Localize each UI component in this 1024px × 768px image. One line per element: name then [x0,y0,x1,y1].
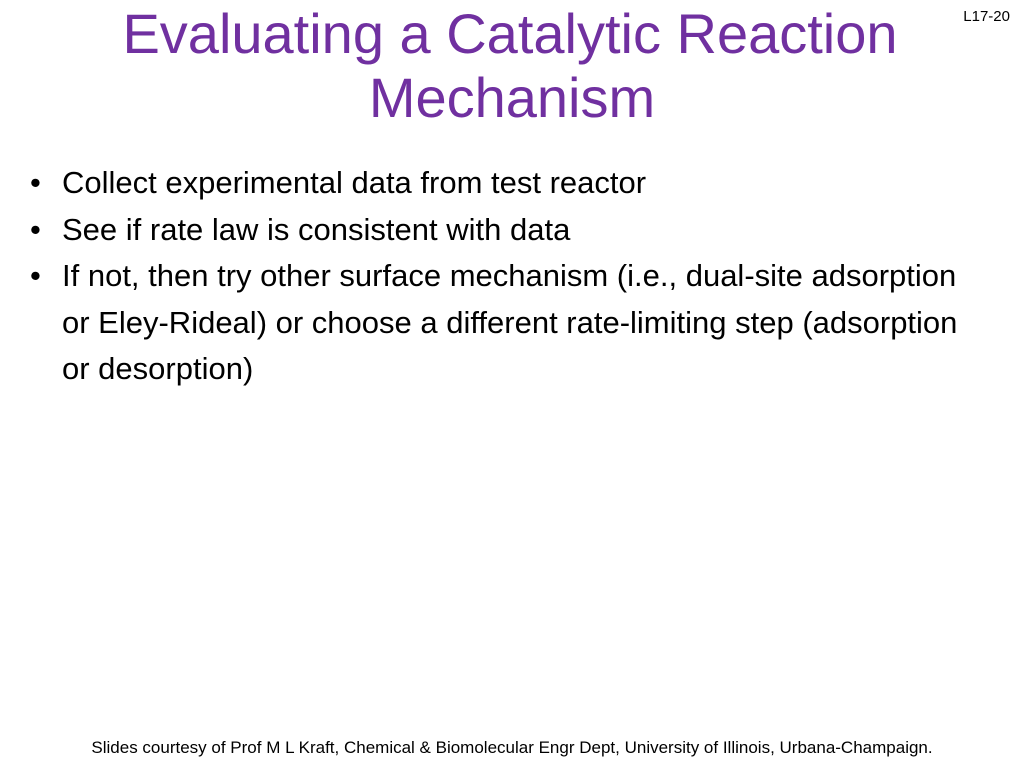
bullet-marker: • [30,258,41,293]
bullet-text: See if rate law is consistent with data [62,211,571,247]
bullet-marker: • [30,165,41,200]
bullet-item-3 [30,253,990,393]
bullet-text: Collect experimental data from test reactor [62,165,647,200]
bullet-item-2 [30,207,990,254]
slide-title-line-1: Evaluating a Catalytic Reaction [122,2,898,65]
bullet-list [30,160,990,393]
slide-footer: Slides courtesy of Prof M L Kraft, Chemical & Biomolecular Engr Dept, University of Illinois, Urbana-Champaign. [91,738,933,757]
bullet-text: If not, then try other surface mechanism (i.e., dual-site adsorption or Eley-Rideal) or choose a different rate-limiting step (adsorption or desorption) [62,258,958,386]
slide-title [0,2,1024,130]
bullet-marker: • [30,211,41,247]
slide-number: L17-20 [963,8,1010,25]
slide-title-line-2: Mechanism [368,66,656,129]
bullet-item-1 [30,160,990,207]
